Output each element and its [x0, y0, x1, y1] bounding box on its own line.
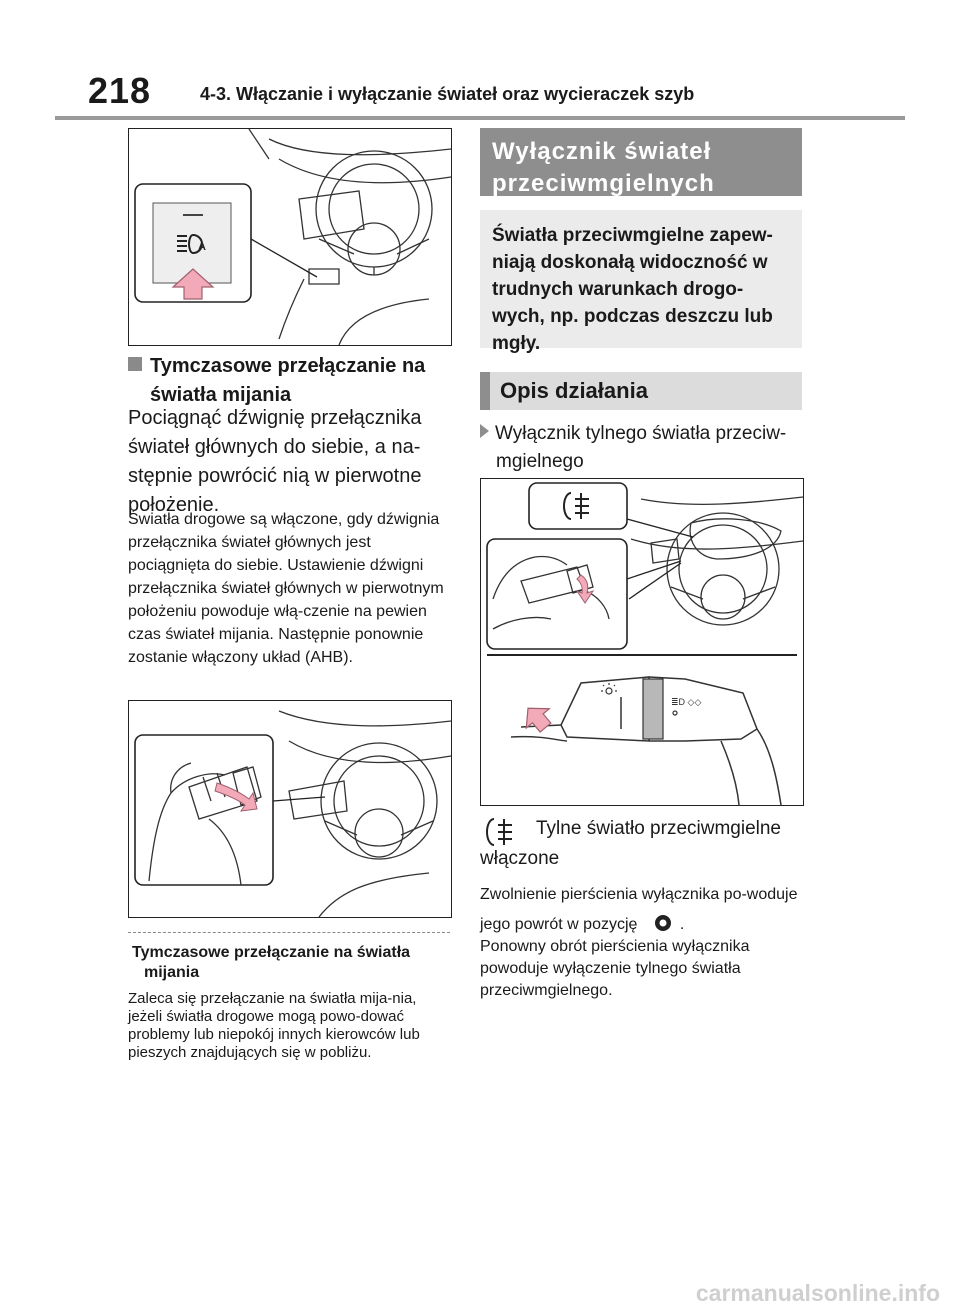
subsection-title: Opis działania [480, 372, 802, 410]
release-paragraph: Zwolnienie pierścienia wyłącznika po-woduje jego powrót w pozycję . [480, 886, 798, 933]
rotate-again-paragraph: Ponowny obrót pierścienia wyłącznika powoduje wyłączenie tylnego światła przeciwmgielnego. [480, 938, 750, 999]
info-box: Światła przeciwmgielne zapew-niają doskonałą widoczność w trudnych warunkach drogo-wych, np. podczas deszczu lub mgły. [480, 210, 802, 348]
fog-status-label: Tylne światło przeciwmgielne włączone [480, 818, 781, 869]
triangle-bullet-icon [480, 424, 489, 438]
bullet-rear-fog-switch: Wyłącznik tylnego światła przeciw-mgielnego [480, 420, 818, 476]
off-position-icon [652, 912, 674, 934]
chapter-title: 4-3. Włączanie i wyłączanie świateł oraz wycieraczek szyb [200, 84, 695, 104]
figure-lever-pull [128, 700, 452, 918]
heading-temporary-low-beam: Tymczasowe przełączanie na światła mijania [128, 352, 470, 410]
svg-text:A: A [198, 241, 206, 253]
fog-status [480, 814, 802, 874]
svg-text:≣D ◇◇: ≣D ◇◇ [671, 697, 702, 707]
note-text: Zaleca się przełączanie na światła mija-nia, jeżeli światła drogowe mogą powo-dować problemy lub niepokój innych kierowców lub pieszych znajdujących się w pobliżu. [128, 990, 420, 1061]
header-rule [55, 116, 905, 120]
figure-fog-switch [480, 478, 804, 806]
instruction-paragraph: Pociągnąć dźwignię przełącznika świateł głównych do siebie, a na-stępnie powrócić nią w pierwotne położenie. [128, 407, 422, 516]
page-number: 218 [88, 70, 152, 111]
explanation-paragraph: Światła drogowe są włączone, gdy dźwignia przełącznika świateł głównych jest pociągnięta do siebie. Ustawienie dźwigni przełącznika świateł głównych w pierwotnym położeniu powoduje włą-czenie na pewien czas świateł mijania. Następnie ponownie zostanie włączony układ (AHB). [128, 511, 444, 666]
section-title-band: Wyłącznik świateł przeciwmgielnych [480, 128, 802, 196]
watermark: carmanualsonline.info [695, 1280, 940, 1306]
note-rule [128, 932, 450, 933]
note-heading: Tymczasowe przełączanie na światła mijania [132, 944, 411, 981]
figure-ahb-switch [128, 128, 452, 346]
square-bullet-icon [128, 357, 142, 371]
rear-fog-light-icon [482, 816, 518, 848]
